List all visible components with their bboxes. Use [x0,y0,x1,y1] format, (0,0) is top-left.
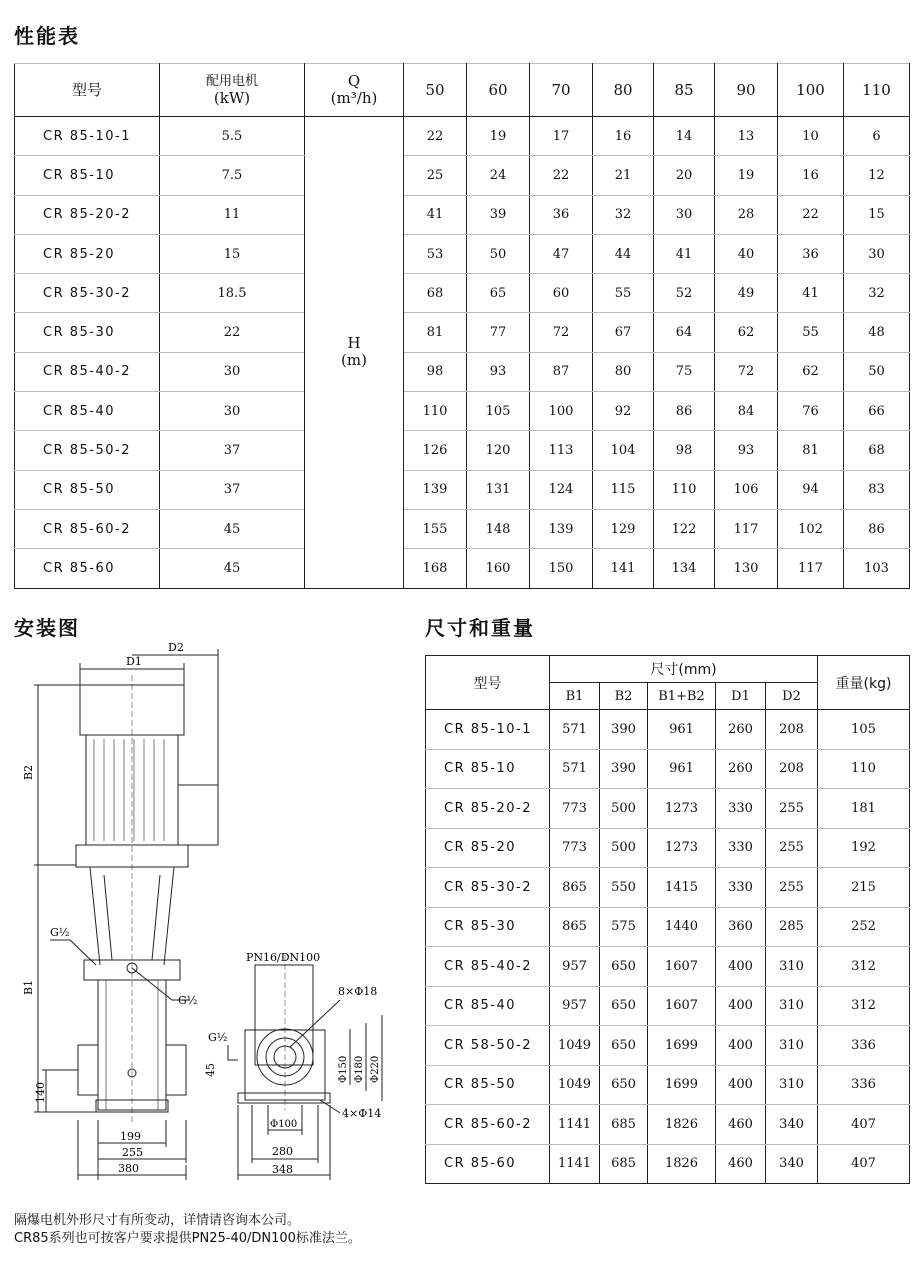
dim-value: 400 [716,986,766,1026]
dimension-weight-table [425,655,910,1184]
dim-row [426,789,910,829]
perf-head-value: 47 [530,234,593,273]
dim-b2-label: B2 [22,764,35,780]
perf-head-value: 148 [467,509,530,548]
perf-head-value: 98 [404,352,467,391]
perf-head-value: 117 [715,509,778,548]
perf-h-label: H (m) [305,117,404,589]
perf-head-value: 25 [404,156,467,195]
dim-value: 961 [648,749,716,789]
dim-model: CR 58-50-2 [426,1026,550,1066]
perf-model: CR 85-10-1 [15,117,160,156]
dim-model: CR 85-60 [426,1144,550,1184]
perf-row [15,313,910,352]
dim-value: 260 [716,710,766,750]
dim-199-label: 199 [120,1130,141,1143]
perf-head-value: 110 [404,392,467,431]
perf-head-value: 93 [467,352,530,391]
perf-head-value: 52 [654,274,715,313]
perf-head-value: 17 [530,117,593,156]
phi180-label: Φ180 [354,1055,365,1083]
dim-sub-header: B1+B2 [648,683,716,710]
perf-head-value: 68 [844,431,910,470]
perf-model: CR 85-60-2 [15,509,160,548]
dim-value: 1699 [648,1026,716,1066]
perf-row [15,117,910,156]
note-1: 隔爆电机外形尺寸有所变动，详情请咨询本公司。 [14,1213,301,1228]
dim-value: 460 [716,1144,766,1184]
dim-row [426,828,910,868]
dim-value: 1049 [550,1026,600,1066]
perf-head-value: 168 [404,549,467,588]
dim-value: 208 [766,710,818,750]
perf-model: CR 85-50-2 [15,431,160,470]
dim-value: 255 [766,868,818,908]
perf-head-value: 124 [530,470,593,509]
dim-weight: 312 [818,947,910,987]
perf-row [15,234,910,273]
perf-col-model: 型号 [15,64,160,117]
perf-flow-header: 110 [844,64,910,117]
dim-value: 865 [550,868,600,908]
perf-head-value: 87 [530,352,593,391]
dim-140-label: 140 [34,1082,47,1103]
dim-model: CR 85-50 [426,1065,550,1105]
perf-head-value: 30 [844,234,910,273]
dim-sub-header: B2 [600,683,648,710]
perf-head-value: 129 [593,509,654,548]
holes8-label: 8×Φ18 [338,985,378,998]
dim-title: 尺寸和重量 [425,616,535,640]
perf-kw: 30 [160,352,305,391]
dim-sub-header: B1 [550,683,600,710]
dim-weight: 407 [818,1105,910,1145]
perf-col-power: 配用电机 (kW) [160,64,305,117]
perf-head-value: 103 [844,549,910,588]
perf-head-value: 98 [654,431,715,470]
perf-head-value: 36 [530,195,593,234]
perf-head-value: 60 [530,274,593,313]
dim-value: 460 [716,1105,766,1145]
dim-value: 957 [550,986,600,1026]
dim-weight: 105 [818,710,910,750]
phi220-label: Φ220 [370,1055,381,1083]
perf-row [15,352,910,391]
perf-flow-header: 100 [778,64,844,117]
dim-weight: 181 [818,789,910,829]
perf-head-value: 55 [593,274,654,313]
performance-table [14,63,910,589]
perf-head-value: 115 [593,470,654,509]
dim-380-label: 380 [118,1162,139,1175]
dim-value: 390 [600,710,648,750]
perf-head-value: 81 [404,313,467,352]
perf-model: CR 85-20 [15,234,160,273]
dim-value: 773 [550,789,600,829]
dim-value: 310 [766,1026,818,1066]
dim-value: 310 [766,1065,818,1105]
perf-model: CR 85-50 [15,470,160,509]
perf-head-value: 6 [844,117,910,156]
dim-value: 400 [716,947,766,987]
perf-kw: 45 [160,549,305,588]
perf-head-value: 36 [778,234,844,273]
dim-row [426,1105,910,1145]
g-half-c-label: G½ [208,1031,228,1044]
dim-value: 310 [766,986,818,1026]
perf-model: CR 85-10 [15,156,160,195]
phi100-label: Φ100 [270,1119,298,1130]
dim-weight: 110 [818,749,910,789]
perf-head-value: 16 [778,156,844,195]
dim-value: 340 [766,1144,818,1184]
dim-d1-label: D1 [126,655,142,668]
perf-head-value: 28 [715,195,778,234]
dim-value: 208 [766,749,818,789]
perf-kw: 30 [160,392,305,431]
dim-value: 773 [550,828,600,868]
dim-weight: 407 [818,1144,910,1184]
dim-value: 360 [716,907,766,947]
dim-value: 575 [600,907,648,947]
perf-kw: 15 [160,234,305,273]
dim-value: 1273 [648,789,716,829]
dim-value: 650 [600,947,648,987]
dim-d2-label: D2 [168,641,184,654]
dim-348-label: 348 [272,1163,293,1176]
dim-value: 260 [716,749,766,789]
perf-head-value: 139 [404,470,467,509]
dim-value: 330 [716,828,766,868]
perf-flow-header: 80 [593,64,654,117]
perf-row [15,509,910,548]
dim-280-label: 280 [272,1145,293,1158]
dim-row [426,1026,910,1066]
perf-head-value: 41 [778,274,844,313]
perf-flow-header: 60 [467,64,530,117]
dim-value: 685 [600,1105,648,1145]
perf-row [15,274,910,313]
dim-sub-header: D1 [716,683,766,710]
perf-model: CR 85-30-2 [15,274,160,313]
perf-head-value: 49 [715,274,778,313]
perf-title: 性能表 [14,24,80,48]
dim-value: 961 [648,710,716,750]
dim-value: 330 [716,789,766,829]
dim-row [426,986,910,1026]
perf-kw: 7.5 [160,156,305,195]
footnotes [14,1212,361,1248]
dim-model: CR 85-10 [426,749,550,789]
perf-kw: 11 [160,195,305,234]
dim-value: 400 [716,1065,766,1105]
perf-head-value: 86 [654,392,715,431]
perf-head-value: 104 [593,431,654,470]
dim-value: 1607 [648,986,716,1026]
dim-model: CR 85-20 [426,828,550,868]
perf-head-value: 62 [715,313,778,352]
perf-head-value: 44 [593,234,654,273]
perf-model: CR 85-30 [15,313,160,352]
perf-head-value: 139 [530,509,593,548]
dim-value: 500 [600,828,648,868]
perf-head-value: 72 [530,313,593,352]
perf-head-value: 22 [778,195,844,234]
perf-head-value: 76 [778,392,844,431]
dim-value: 1699 [648,1065,716,1105]
phi150-label: Φ150 [338,1055,349,1083]
perf-head-value: 131 [467,470,530,509]
dim-row [426,1144,910,1184]
perf-head-value: 10 [778,117,844,156]
dim-sub-header: D2 [766,683,818,710]
perf-head-value: 122 [654,509,715,548]
dim-value: 650 [600,1026,648,1066]
dim-value: 340 [766,1105,818,1145]
perf-head-value: 102 [778,509,844,548]
perf-head-value: 16 [593,117,654,156]
dim-value: 865 [550,907,600,947]
perf-head-value: 15 [844,195,910,234]
perf-head-value: 93 [715,431,778,470]
perf-head-value: 100 [530,392,593,431]
perf-head-value: 150 [530,549,593,588]
dim-weight: 336 [818,1065,910,1105]
perf-head-value: 77 [467,313,530,352]
perf-head-value: 126 [404,431,467,470]
installation-drawing [0,635,410,1180]
perf-flow-header: 70 [530,64,593,117]
perf-head-value: 134 [654,549,715,588]
dim-weight: 312 [818,986,910,1026]
dim-model: CR 85-40 [426,986,550,1026]
dim-row [426,868,910,908]
perf-head-value: 86 [844,509,910,548]
perf-head-value: 41 [404,195,467,234]
perf-head-value: 83 [844,470,910,509]
perf-head-value: 117 [778,549,844,588]
dim-col-model: 型号 [426,656,550,710]
perf-head-value: 64 [654,313,715,352]
perf-head-value: 39 [467,195,530,234]
perf-head-value: 55 [778,313,844,352]
perf-row [15,470,910,509]
perf-head-value: 53 [404,234,467,273]
perf-kw: 22 [160,313,305,352]
dim-value: 255 [766,789,818,829]
dim-value: 571 [550,749,600,789]
dim-value: 1141 [550,1144,600,1184]
perf-head-value: 41 [654,234,715,273]
dim-model: CR 85-30 [426,907,550,947]
perf-head-value: 67 [593,313,654,352]
perf-head-value: 22 [404,117,467,156]
perf-head-value: 68 [404,274,467,313]
perf-head-value: 30 [654,195,715,234]
perf-model: CR 85-40-2 [15,352,160,391]
perf-head-value: 24 [467,156,530,195]
perf-head-value: 160 [467,549,530,588]
perf-head-value: 120 [467,431,530,470]
dim-value: 255 [766,828,818,868]
dim-value: 1607 [648,947,716,987]
perf-head-value: 65 [467,274,530,313]
perf-head-value: 155 [404,509,467,548]
dim-model: CR 85-60-2 [426,1105,550,1145]
dim-value: 1415 [648,868,716,908]
perf-head-value: 20 [654,156,715,195]
perf-head-value: 113 [530,431,593,470]
dim-value: 285 [766,907,818,947]
perf-head-value: 19 [467,117,530,156]
g-half-a-label: G½ [50,926,70,939]
perf-kw: 5.5 [160,117,305,156]
dim-value: 400 [716,1026,766,1066]
dim-row [426,749,910,789]
dim-value: 390 [600,749,648,789]
dim-value: 1826 [648,1144,716,1184]
perf-row [15,392,910,431]
pn-label: PN16/DN100 [246,951,321,964]
perf-head-value: 14 [654,117,715,156]
perf-head-value: 130 [715,549,778,588]
perf-row [15,549,910,588]
perf-head-value: 75 [654,352,715,391]
perf-head-value: 50 [467,234,530,273]
perf-head-value: 106 [715,470,778,509]
perf-head-value: 141 [593,549,654,588]
dim-value: 650 [600,1065,648,1105]
dim-model: CR 85-40-2 [426,947,550,987]
perf-model: CR 85-40 [15,392,160,431]
dim-value: 330 [716,868,766,908]
perf-kw: 37 [160,431,305,470]
perf-head-value: 19 [715,156,778,195]
perf-head-value: 84 [715,392,778,431]
dim-model: CR 85-10-1 [426,710,550,750]
perf-head-value: 105 [467,392,530,431]
perf-row [15,431,910,470]
dim-value: 1440 [648,907,716,947]
dim-b1-label: B1 [22,979,35,995]
perf-head-value: 32 [844,274,910,313]
dim-model: CR 85-30-2 [426,868,550,908]
perf-head-value: 22 [530,156,593,195]
perf-row [15,195,910,234]
dim-col-size: 尺寸(mm) [550,656,818,683]
perf-head-value: 66 [844,392,910,431]
dim-value: 550 [600,868,648,908]
perf-head-value: 72 [715,352,778,391]
perf-head-value: 13 [715,117,778,156]
dim-weight: 192 [818,828,910,868]
perf-head-value: 32 [593,195,654,234]
dim-row [426,710,910,750]
perf-head-value: 48 [844,313,910,352]
dim-value: 1141 [550,1105,600,1145]
perf-row [15,156,910,195]
dim-45-label: 45 [204,1063,217,1077]
perf-flow-header: 90 [715,64,778,117]
dim-value: 1826 [648,1105,716,1145]
dim-255-label: 255 [122,1146,143,1159]
dim-weight: 336 [818,1026,910,1066]
dim-model: CR 85-20-2 [426,789,550,829]
perf-head-value: 40 [715,234,778,273]
dim-weight: 215 [818,868,910,908]
holes4-label: 4×Φ14 [342,1107,382,1120]
dim-col-weight: 重量(kg) [818,656,910,710]
perf-head-value: 92 [593,392,654,431]
perf-flow-header: 85 [654,64,715,117]
g-half-b-label: G½ [178,994,198,1007]
install-title: 安装图 [14,616,80,640]
perf-model: CR 85-60 [15,549,160,588]
perf-kw: 18.5 [160,274,305,313]
dim-row [426,907,910,947]
note-2: CR85系列也可按客户要求提供PN25-40/DN100标准法兰。 [14,1231,361,1246]
perf-head-value: 110 [654,470,715,509]
perf-head-value: 12 [844,156,910,195]
perf-kw: 45 [160,509,305,548]
dim-row [426,947,910,987]
dim-value: 500 [600,789,648,829]
dim-value: 1049 [550,1065,600,1105]
dim-value: 650 [600,986,648,1026]
dim-value: 571 [550,710,600,750]
dim-value: 310 [766,947,818,987]
dim-value: 957 [550,947,600,987]
perf-head-value: 21 [593,156,654,195]
perf-head-value: 50 [844,352,910,391]
dim-value: 1273 [648,828,716,868]
dim-weight: 252 [818,907,910,947]
perf-head-value: 94 [778,470,844,509]
perf-kw: 37 [160,470,305,509]
perf-head-value: 62 [778,352,844,391]
perf-head-value: 80 [593,352,654,391]
dim-row [426,1065,910,1105]
dim-value: 685 [600,1144,648,1184]
perf-flow-header: 50 [404,64,467,117]
perf-col-q: Q (m³/h) [305,64,404,117]
perf-head-value: 81 [778,431,844,470]
perf-model: CR 85-20-2 [15,195,160,234]
